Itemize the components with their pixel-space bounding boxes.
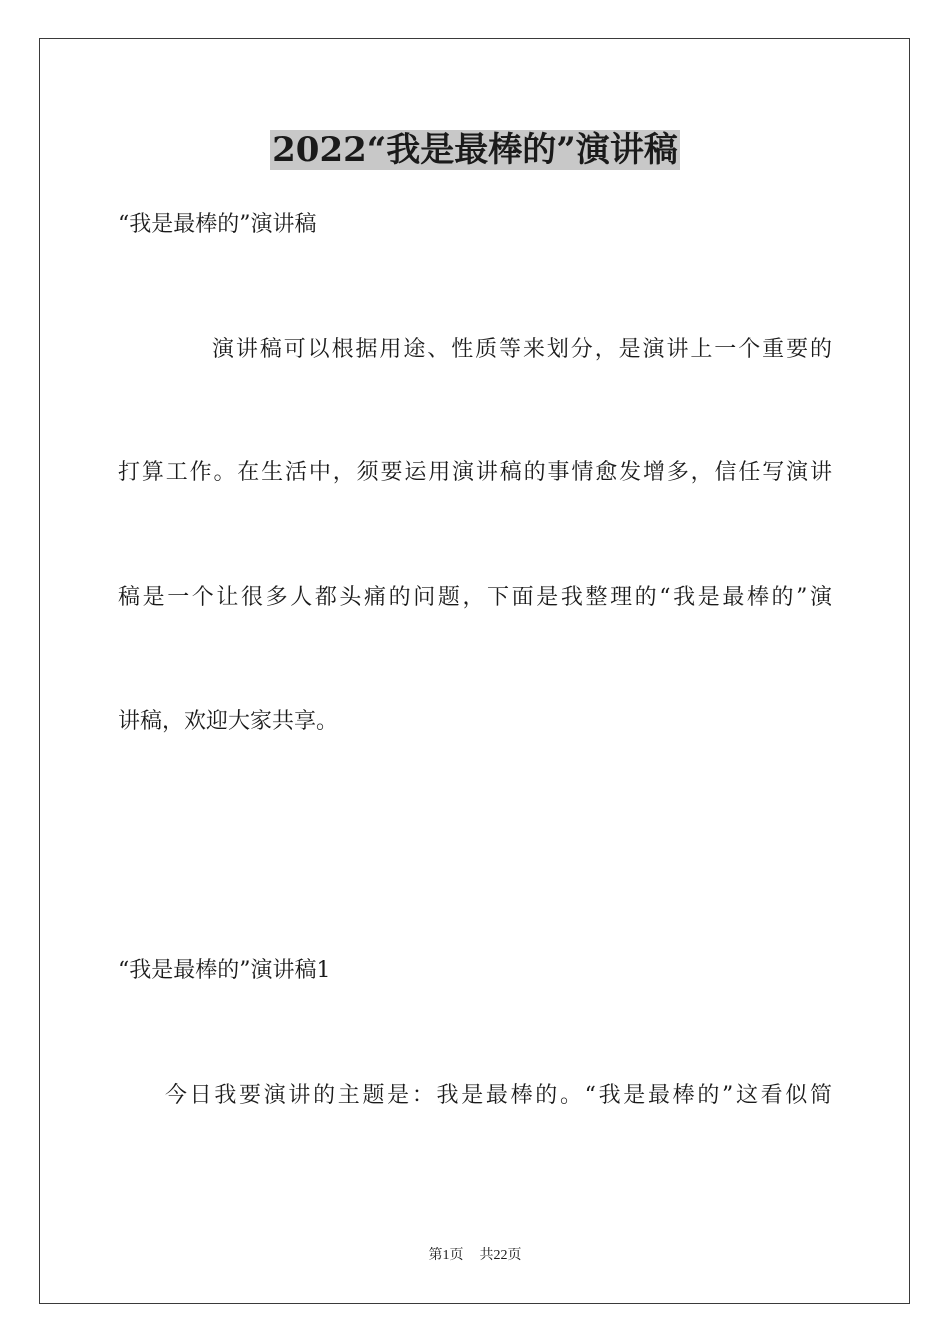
subtitle-line: “我是最棒的”演讲稿 (118, 212, 317, 237)
page-footer (0, 1246, 950, 1266)
page-total: 共22页 (479, 1248, 522, 1263)
paragraph-line: 打算工作。在生活中，须要运用演讲稿的事情愈发增多，信任写演讲 (118, 460, 832, 485)
paragraph-line: 今日我要演讲的主题是：我是最棒的。“我是最棒的”这看似简 (165, 1083, 832, 1108)
paragraph-line: 讲稿，欢迎大家共享。 (118, 709, 339, 734)
section-heading: “我是最棒的”演讲稿1 (118, 958, 331, 983)
document-title (0, 126, 950, 174)
paragraph-line: 演讲稿可以根据用途、性质等来划分，是演讲上一个重要的 (212, 337, 832, 362)
paragraph-line: 稿是一个让很多人都头痛的问题，下面是我整理的“我是最棒的”演 (118, 585, 832, 610)
page-number: 第1页 (428, 1248, 464, 1263)
title-text: 2022“我是最棒的”演讲稿 (272, 130, 678, 170)
